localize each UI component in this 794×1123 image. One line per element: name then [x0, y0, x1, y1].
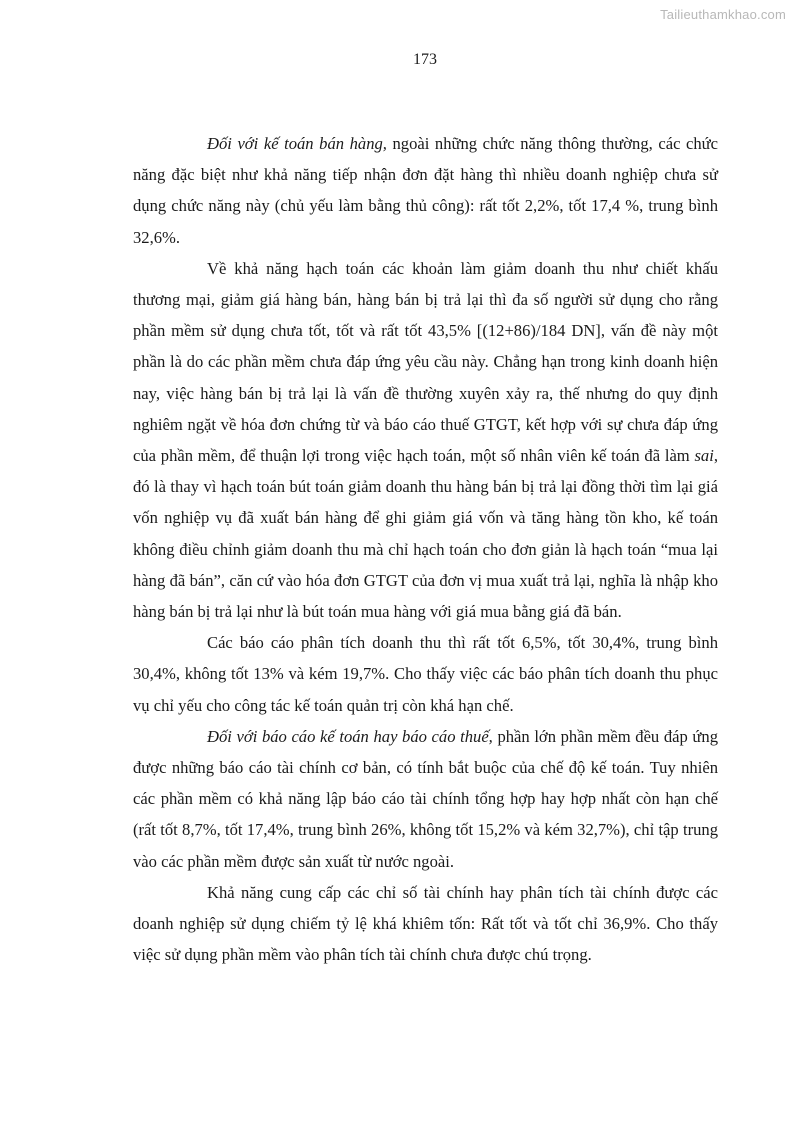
italic-lead: Đối với kế toán bán hàng,	[207, 134, 387, 153]
paragraph-text: Các báo cáo phân tích doanh thu thì rất tốt 6,5%, tốt 30,4%, trung bình 30,4%, không tốt 13% và kém 19,7%. Cho thấy việc các báo phân tích doanh thu phục vụ chỉ yếu cho công tác kế toán quản trị còn khá hạn chế.	[133, 633, 718, 715]
paragraph-sales-accounting	[133, 128, 718, 253]
page-number: 173	[413, 51, 437, 68]
watermark-text: Tailieuthamkhao.com	[660, 7, 786, 22]
paragraph-text: phần lớn phần mềm đều đáp ứng được những báo cáo tài chính cơ bản, có tính bắt buộc của chế độ kế toán. Tuy nhiên các phần mềm có khả năng lập báo cáo tài chính tổng hợp hay hợp nhất còn hạn chế (rất tốt 8,7%, tốt 17,4%, trung bình 26%, không tốt 15,2% và kém 32,7%), chỉ tập trung vào các phần mềm được sản xuất từ nước ngoài.	[133, 726, 719, 871]
italic-lead: Đối với báo cáo kế toán hay báo cáo thuế,	[207, 726, 493, 746]
paragraph-text: ngoài những chức năng thông thường, các chức năng đặc biệt như khả năng tiếp nhận đơn đặt hàng thì nhiều doanh nghiệp chưa sử dụng chức năng này (chủ yếu làm bằng thủ công): rất tốt 2,2%, tốt 17,4 %, trung bình 32,6%.	[133, 134, 719, 247]
paragraph-text: Khả năng cung cấp các chỉ số tài chính hay phân tích tài chính được các doanh nghiệp sử dụng chiếm tỷ lệ khá khiêm tốn: Rất tốt và tốt chỉ 36,9%. Cho thấy việc sử dụng phần mềm vào phân tích tài chính chưa được chú trọng.	[133, 882, 718, 965]
paragraph-revenue-reports	[133, 627, 718, 721]
paragraph-text: Về khả năng hạch toán các khoản làm giảm doanh thu như chiết khấu thương mại, giảm giá hàng bán, hàng bán bị trả lại thì đa số người sử dụng cho rằng phần mềm sử dụng chưa tốt, tốt và rất tốt 43,5% [(12+86)/184 DN], vấn đề này một phần là do các phần mềm chưa đáp ứng yêu cầu này. Chẳng hạn trong kinh doanh hiện nay, việc hàng bán bị trả lại là vấn đề thường xuyên xảy ra, thế nhưng do quy định nghiêm ngặt về hóa đơn chứng từ và báo cáo thuế GTGT, kết hợp với sự chưa đáp ứng của phần mềm, để thuận lợi trong việc hạch toán, một số nhân viên kế toán đã làm	[133, 258, 718, 466]
paragraph-tax-reports	[133, 721, 718, 877]
paragraph-text: , đó là thay vì hạch toán bút toán giảm doanh thu hàng bán bị trả lại đồng thời tìm lại giá vốn nghiệp vụ đã xuất bán hàng để ghi giảm giá vốn và tăng hàng tồn kho, kế toán không điều chỉnh giảm doanh thu mà chỉ hạch toán cho đơn giản là hạch toán “mua lại hàng đã bán”, căn cứ vào hóa đơn GTGT của đơn vị mua xuất trả lại, nghĩa là nhập kho hàng bán bị trả lại như là bút toán mua hàng với giá mua bằng giá đã bán.	[133, 446, 718, 622]
paragraph-financial-analysis	[133, 877, 718, 971]
body-text	[133, 128, 718, 970]
italic-word: sai	[694, 446, 714, 466]
paragraph-revenue-deductions	[133, 253, 718, 627]
